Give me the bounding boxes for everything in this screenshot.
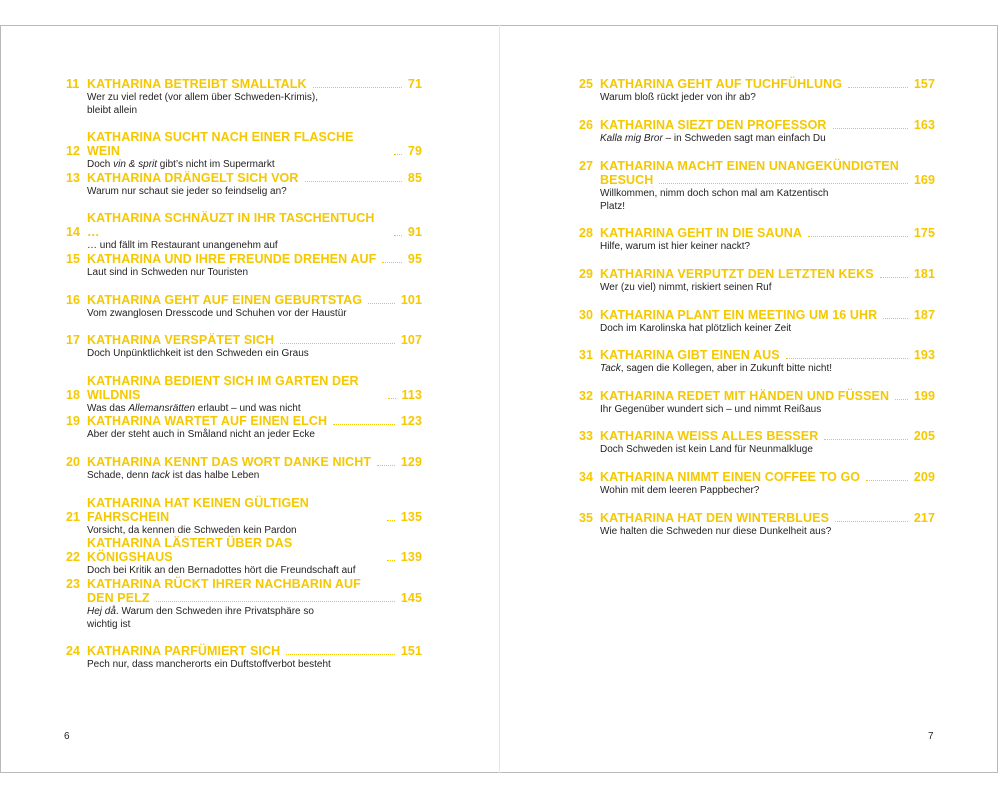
chapter-heading bbox=[66, 455, 422, 469]
chapter-heading bbox=[579, 389, 935, 403]
chapter-title-row bbox=[600, 429, 935, 443]
page-number-left: 6 bbox=[64, 731, 70, 742]
subtitle-run: Kalla mig Bror bbox=[600, 133, 663, 144]
toc-entry[interactable] bbox=[66, 293, 422, 320]
subtitle-run: ist das halbe Leben bbox=[169, 470, 260, 481]
chapter-subtitle bbox=[600, 92, 935, 104]
chapter-title-row bbox=[600, 470, 935, 484]
chapter-title-row bbox=[87, 496, 422, 524]
chapter-number: 26 bbox=[579, 118, 594, 132]
page-number: 107 bbox=[400, 333, 422, 347]
subtitle-run: erlaubt – und was nicht bbox=[195, 403, 301, 414]
chapter-title-row bbox=[600, 511, 935, 525]
chapter-title-row bbox=[87, 171, 422, 185]
chapter-subtitle bbox=[600, 201, 935, 213]
subtitle-run: bleibt allein bbox=[87, 104, 138, 116]
chapter-title: KATHARINA HAT KEINEN GÜLTIGEN FAHRSCHEIN bbox=[87, 496, 309, 524]
chapter-heading bbox=[66, 252, 422, 266]
subtitle-run: Wohin mit dem leeren Pappbecher? bbox=[600, 485, 760, 496]
page-number: 193 bbox=[913, 348, 935, 362]
dot-leader bbox=[388, 398, 396, 399]
subtitle-run: Doch bbox=[87, 159, 114, 170]
toc-entry[interactable] bbox=[66, 211, 422, 252]
subtitle-run: Laut sind in Schweden nur Touristen bbox=[87, 267, 249, 278]
subtitle-run: Vom zwanglosen Dresscode und Schuhen vor der Haustür bbox=[87, 308, 347, 319]
dot-leader bbox=[394, 235, 402, 236]
dot-leader bbox=[808, 236, 908, 237]
subtitle-run: tack bbox=[151, 470, 170, 481]
subtitle-run: Warum bloß rückt jeder von ihr ab? bbox=[600, 92, 756, 103]
page-number: 181 bbox=[913, 267, 935, 281]
dot-leader bbox=[333, 424, 395, 425]
chapter-subtitle bbox=[600, 188, 935, 200]
chapter-title-row bbox=[87, 211, 422, 239]
page-number: 113 bbox=[401, 388, 422, 402]
chapter-number: 33 bbox=[579, 429, 594, 443]
chapter-number: 14 bbox=[66, 225, 81, 239]
subtitle-run: Aber der steht auch in Småland nicht an jeder Ecke bbox=[87, 429, 315, 440]
subtitle-run: Wie halten die Schweden nur diese Dunkelheit aus? bbox=[600, 526, 832, 537]
page-gutter bbox=[499, 25, 500, 773]
subtitle-run: . Warum den Schweden ihre Privatsphäre so bbox=[115, 606, 314, 617]
chapter-title-row bbox=[600, 77, 935, 91]
toc-entry[interactable] bbox=[66, 252, 422, 279]
subtitle-run: … und fällt im Restaurant unangenehm auf bbox=[87, 240, 278, 251]
subtitle-run: Wer zu viel redet (vor allem über Schweden-Krimis), bbox=[87, 92, 319, 103]
chapter-number: 22 bbox=[66, 550, 81, 564]
toc-entry[interactable] bbox=[579, 77, 935, 104]
chapter-title-row bbox=[87, 333, 422, 347]
subtitle-run: Doch im Karolinska hat plötzlich keiner Zeit bbox=[600, 323, 792, 334]
dot-leader bbox=[156, 601, 395, 602]
chapter-number: 21 bbox=[66, 510, 81, 524]
page-number: 169 bbox=[913, 173, 935, 187]
chapter-heading bbox=[66, 644, 422, 658]
chapter-number: 29 bbox=[579, 267, 594, 281]
chapter-title-row bbox=[87, 644, 422, 658]
chapter-number: 12 bbox=[66, 144, 81, 158]
page-number: 123 bbox=[400, 414, 422, 428]
chapter-subtitle bbox=[87, 308, 422, 320]
subtitle-run: vin & sprit bbox=[113, 159, 158, 170]
dot-leader bbox=[824, 439, 908, 440]
chapter-title: KATHARINA SIEZT DEN PROFESSOR bbox=[600, 118, 827, 132]
chapter-heading bbox=[579, 348, 935, 362]
chapter-title-row bbox=[87, 293, 422, 307]
chapter-heading bbox=[579, 267, 935, 281]
toc-entry[interactable] bbox=[66, 333, 422, 360]
chapter-subtitle bbox=[87, 159, 422, 171]
page-number: 85 bbox=[407, 171, 422, 185]
chapter-title: KATHARINA PARFÜMIERT SICH bbox=[87, 644, 281, 658]
chapter-title-row bbox=[600, 348, 935, 362]
subtitle-run: Tack bbox=[600, 363, 621, 374]
dot-leader bbox=[313, 87, 402, 88]
chapter-title: KATHARINA RÜCKT IHRER NACHBARIN AUF bbox=[87, 577, 361, 591]
chapter-heading bbox=[66, 130, 422, 158]
chapter-title-row bbox=[87, 414, 422, 428]
subtitle-run: Platz! bbox=[600, 200, 626, 212]
page-number: 71 bbox=[407, 77, 422, 91]
subtitle-run: Doch bei Kritik an den Bernadottes hört die Freundschaft auf bbox=[87, 565, 356, 576]
chapter-subtitle bbox=[600, 323, 935, 335]
chapter-heading bbox=[579, 470, 935, 484]
chapter-number: 24 bbox=[66, 644, 81, 658]
subtitle-run: Ihr Gegenüber wundert sich – und nimmt Reißaus bbox=[600, 404, 822, 415]
page-number: 157 bbox=[913, 77, 935, 91]
chapter-title: KATHARINA BEDIENT SICH IM GARTEN DER WILDNIS bbox=[87, 374, 359, 402]
chapter-title: KATHARINA UND IHRE FREUNDE DREHEN AUF bbox=[87, 252, 377, 266]
dot-leader bbox=[835, 521, 908, 522]
chapter-number: 18 bbox=[66, 388, 81, 402]
chapter-subtitle bbox=[600, 404, 935, 416]
chapter-title: KATHARINA GEHT AUF EINEN GEBURTSTAG bbox=[87, 293, 363, 307]
toc-entry[interactable] bbox=[66, 374, 422, 415]
subtitle-run: , sagen die Kollegen, aber in Zukunft bitte nicht! bbox=[620, 363, 833, 374]
dot-leader bbox=[286, 654, 395, 655]
page-number: 95 bbox=[407, 252, 422, 266]
subtitle-run: gibt’s nicht im Supermarkt bbox=[157, 159, 275, 170]
chapter-title-row bbox=[600, 389, 935, 403]
chapter-title: KATHARINA BETREIBT SMALLTALK bbox=[87, 77, 307, 91]
chapter-subtitle bbox=[87, 348, 422, 360]
chapter-title-row bbox=[87, 252, 422, 266]
chapter-heading bbox=[579, 118, 935, 132]
subtitle-run: Doch Unpünktlichkeit ist den Schweden ein Graus bbox=[87, 348, 309, 359]
chapter-subtitle bbox=[600, 133, 935, 145]
subtitle-run: Hej då bbox=[87, 606, 116, 617]
chapter-subtitle bbox=[87, 525, 422, 537]
toc-entry[interactable] bbox=[579, 267, 935, 294]
dot-leader bbox=[848, 87, 908, 88]
chapter-number: 30 bbox=[579, 308, 594, 322]
toc-entry[interactable] bbox=[579, 511, 935, 538]
chapter-heading bbox=[579, 511, 935, 525]
dot-leader bbox=[895, 399, 908, 400]
dot-leader bbox=[394, 154, 402, 155]
chapter-number: 28 bbox=[579, 226, 594, 240]
chapter-title: KATHARINA GEHT IN DIE SAUNA bbox=[600, 226, 803, 240]
dot-leader bbox=[883, 318, 908, 319]
chapter-heading bbox=[579, 226, 935, 240]
chapter-title-row bbox=[600, 308, 935, 322]
chapter-title: KATHARINA GEHT AUF TUCHFÜHLUNG bbox=[600, 77, 843, 91]
subtitle-run: Allemansrätten bbox=[128, 403, 196, 414]
chapter-subtitle bbox=[87, 92, 422, 104]
chapter-number: 13 bbox=[66, 171, 81, 185]
page-number: 145 bbox=[400, 591, 422, 605]
dot-leader bbox=[387, 560, 395, 561]
subtitle-run: Wer (zu viel) nimmt, riskiert seinen Ruf bbox=[600, 282, 772, 293]
dot-leader bbox=[280, 343, 395, 344]
chapter-heading bbox=[66, 374, 422, 402]
chapter-title-row bbox=[87, 455, 422, 469]
toc-entry[interactable] bbox=[579, 348, 935, 375]
subtitle-run: Pech nur, dass mancherorts ein Duftstoffverbot besteht bbox=[87, 659, 331, 670]
chapter-number: 20 bbox=[66, 455, 81, 469]
toc-entry[interactable] bbox=[579, 118, 935, 145]
page-number-right: 7 bbox=[928, 731, 934, 742]
chapter-title: KATHARINA SUCHT NACH EINER FLASCHE WEIN bbox=[87, 130, 354, 158]
chapter-title-row bbox=[600, 226, 935, 240]
chapter-title-row bbox=[87, 130, 422, 158]
dot-leader bbox=[880, 277, 908, 278]
chapter-title: KATHARINA WARTET AUF EINEN ELCH bbox=[87, 414, 328, 428]
dot-leader bbox=[659, 183, 907, 184]
chapter-number: 15 bbox=[66, 252, 81, 266]
toc-entry[interactable] bbox=[66, 536, 422, 577]
toc-entry[interactable] bbox=[66, 77, 422, 116]
chapter-heading bbox=[579, 173, 935, 187]
chapter-number: 27 bbox=[579, 159, 594, 173]
chapter-title-row bbox=[600, 173, 935, 187]
dot-leader bbox=[368, 303, 395, 304]
chapter-title: KATHARINA MACHT EINEN UNANGEKÜNDIGTEN bbox=[600, 159, 899, 173]
chapter-heading bbox=[579, 77, 935, 91]
chapter-title: KATHARINA PLANT EIN MEETING UM 16 UHR bbox=[600, 308, 878, 322]
chapter-heading bbox=[66, 536, 422, 564]
page-number: 135 bbox=[400, 510, 422, 524]
chapter-number: 31 bbox=[579, 348, 594, 362]
toc-entry[interactable] bbox=[66, 414, 422, 441]
toc-entry[interactable] bbox=[66, 130, 422, 171]
chapter-number: 35 bbox=[579, 511, 594, 525]
chapter-title: KATHARINA KENNT DAS WORT DANKE NICHT bbox=[87, 455, 372, 469]
page-number: 205 bbox=[913, 429, 935, 443]
dot-leader bbox=[377, 465, 395, 466]
subtitle-run: Hilfe, warum ist hier keiner nackt? bbox=[600, 241, 751, 252]
chapter-subtitle bbox=[87, 403, 422, 415]
chapter-title-row bbox=[87, 536, 422, 564]
subtitle-run: Vorsicht, da kennen die Schweden kein Pardon bbox=[87, 525, 297, 536]
subtitle-run: Was das bbox=[87, 403, 129, 414]
chapter-heading bbox=[66, 211, 422, 239]
chapter-title: KATHARINA GIBT EINEN AUS bbox=[600, 348, 780, 362]
page-number: 163 bbox=[913, 118, 935, 132]
chapter-subtitle bbox=[87, 659, 422, 671]
page-number: 209 bbox=[913, 470, 935, 484]
page-number: 79 bbox=[407, 144, 422, 158]
subtitle-run: Warum nur schaut sie jeder so feindselig an? bbox=[87, 186, 287, 197]
subtitle-run: wichtig ist bbox=[87, 618, 131, 630]
chapter-title: KATHARINA REDET MIT HÄNDEN UND FÜSSEN bbox=[600, 389, 890, 403]
chapter-title-row bbox=[87, 374, 422, 402]
chapter-subtitle bbox=[600, 241, 935, 253]
chapter-number: 32 bbox=[579, 389, 594, 403]
chapter-number: 16 bbox=[66, 293, 81, 307]
toc-entry[interactable] bbox=[579, 159, 935, 212]
toc-entry[interactable] bbox=[579, 226, 935, 253]
chapter-title-row bbox=[600, 118, 935, 132]
chapter-heading bbox=[66, 293, 422, 307]
chapter-number: 34 bbox=[579, 470, 594, 484]
page-number: 187 bbox=[913, 308, 935, 322]
chapter-number: 25 bbox=[579, 77, 594, 91]
chapter-heading bbox=[66, 591, 422, 605]
chapter-heading bbox=[66, 496, 422, 524]
chapter-title: KATHARINA WEISS ALLES BESSER bbox=[600, 429, 819, 443]
toc-entry[interactable] bbox=[66, 455, 422, 482]
chapter-subtitle bbox=[87, 565, 422, 577]
chapter-subtitle bbox=[600, 526, 935, 538]
chapter-title: BESUCH bbox=[600, 173, 654, 187]
chapter-subtitle bbox=[87, 267, 422, 279]
page-number: 175 bbox=[913, 226, 935, 240]
toc-entry[interactable] bbox=[66, 577, 422, 630]
chapter-title: DEN PELZ bbox=[87, 591, 150, 605]
chapter-title-row bbox=[87, 77, 422, 91]
page-number: 217 bbox=[913, 511, 935, 525]
toc-entry[interactable] bbox=[579, 389, 935, 416]
chapter-title: KATHARINA VERSPÄTET SICH bbox=[87, 333, 275, 347]
dot-leader bbox=[382, 262, 402, 263]
chapter-subtitle bbox=[600, 282, 935, 294]
dot-leader bbox=[833, 128, 908, 129]
chapter-subtitle bbox=[87, 186, 422, 198]
toc-entry[interactable] bbox=[66, 496, 422, 537]
chapter-heading bbox=[66, 77, 422, 91]
chapter-title: KATHARINA DRÄNGELT SICH VOR bbox=[87, 171, 299, 185]
chapter-title-row bbox=[87, 591, 422, 605]
chapter-heading bbox=[579, 429, 935, 443]
page-number: 139 bbox=[400, 550, 422, 564]
page-number: 101 bbox=[400, 293, 422, 307]
toc-entry[interactable] bbox=[66, 644, 422, 671]
chapter-title: KATHARINA VERPUTZT DEN LETZTEN KEKS bbox=[600, 267, 874, 281]
chapter-subtitle bbox=[87, 105, 422, 117]
chapter-number: 17 bbox=[66, 333, 81, 347]
subtitle-run: Willkommen, nimm doch schon mal am Katzentisch bbox=[600, 188, 829, 199]
chapter-number: 23 bbox=[66, 577, 81, 591]
chapter-number: 11 bbox=[66, 77, 80, 91]
chapter-subtitle bbox=[87, 429, 422, 441]
page-number: 151 bbox=[400, 644, 422, 658]
dot-leader bbox=[786, 358, 908, 359]
subtitle-run: Schade, denn bbox=[87, 470, 152, 481]
chapter-title: KATHARINA SCHNÄUZT IN IHR TASCHENTUCH … bbox=[87, 211, 375, 239]
page-number: 199 bbox=[913, 389, 935, 403]
toc-entry[interactable] bbox=[579, 429, 935, 456]
chapter-heading bbox=[66, 414, 422, 428]
subtitle-run: Doch Schweden ist kein Land für Neunmalkluge bbox=[600, 444, 813, 455]
chapter-heading bbox=[579, 308, 935, 322]
chapter-heading bbox=[66, 333, 422, 347]
chapter-heading bbox=[66, 171, 422, 185]
chapter-subtitle bbox=[87, 619, 422, 631]
chapter-title: KATHARINA LÄSTERT ÜBER DAS KÖNIGSHAUS bbox=[87, 536, 293, 564]
chapter-subtitle bbox=[600, 363, 935, 375]
chapter-subtitle bbox=[600, 485, 935, 497]
chapter-subtitle bbox=[600, 444, 935, 456]
chapter-subtitle bbox=[87, 470, 422, 482]
chapter-title-row bbox=[600, 267, 935, 281]
toc-entry[interactable] bbox=[579, 470, 935, 497]
subtitle-run: – in Schweden sagt man einfach Du bbox=[662, 133, 826, 144]
chapter-subtitle bbox=[87, 606, 422, 618]
dot-leader bbox=[387, 520, 395, 521]
chapter-heading-line bbox=[579, 159, 935, 173]
chapter-subtitle bbox=[87, 240, 422, 252]
page-number: 91 bbox=[407, 225, 422, 239]
dot-leader bbox=[305, 181, 402, 182]
page-number: 129 bbox=[400, 455, 422, 469]
dot-leader bbox=[866, 480, 908, 481]
chapter-heading-line bbox=[66, 577, 422, 591]
toc-entry[interactable] bbox=[579, 308, 935, 335]
chapter-title: KATHARINA HAT DEN WINTERBLUES bbox=[600, 511, 830, 525]
chapter-title: KATHARINA NIMMT EINEN COFFEE TO GO bbox=[600, 470, 861, 484]
chapter-number: 19 bbox=[66, 414, 81, 428]
toc-entry[interactable] bbox=[66, 171, 422, 198]
